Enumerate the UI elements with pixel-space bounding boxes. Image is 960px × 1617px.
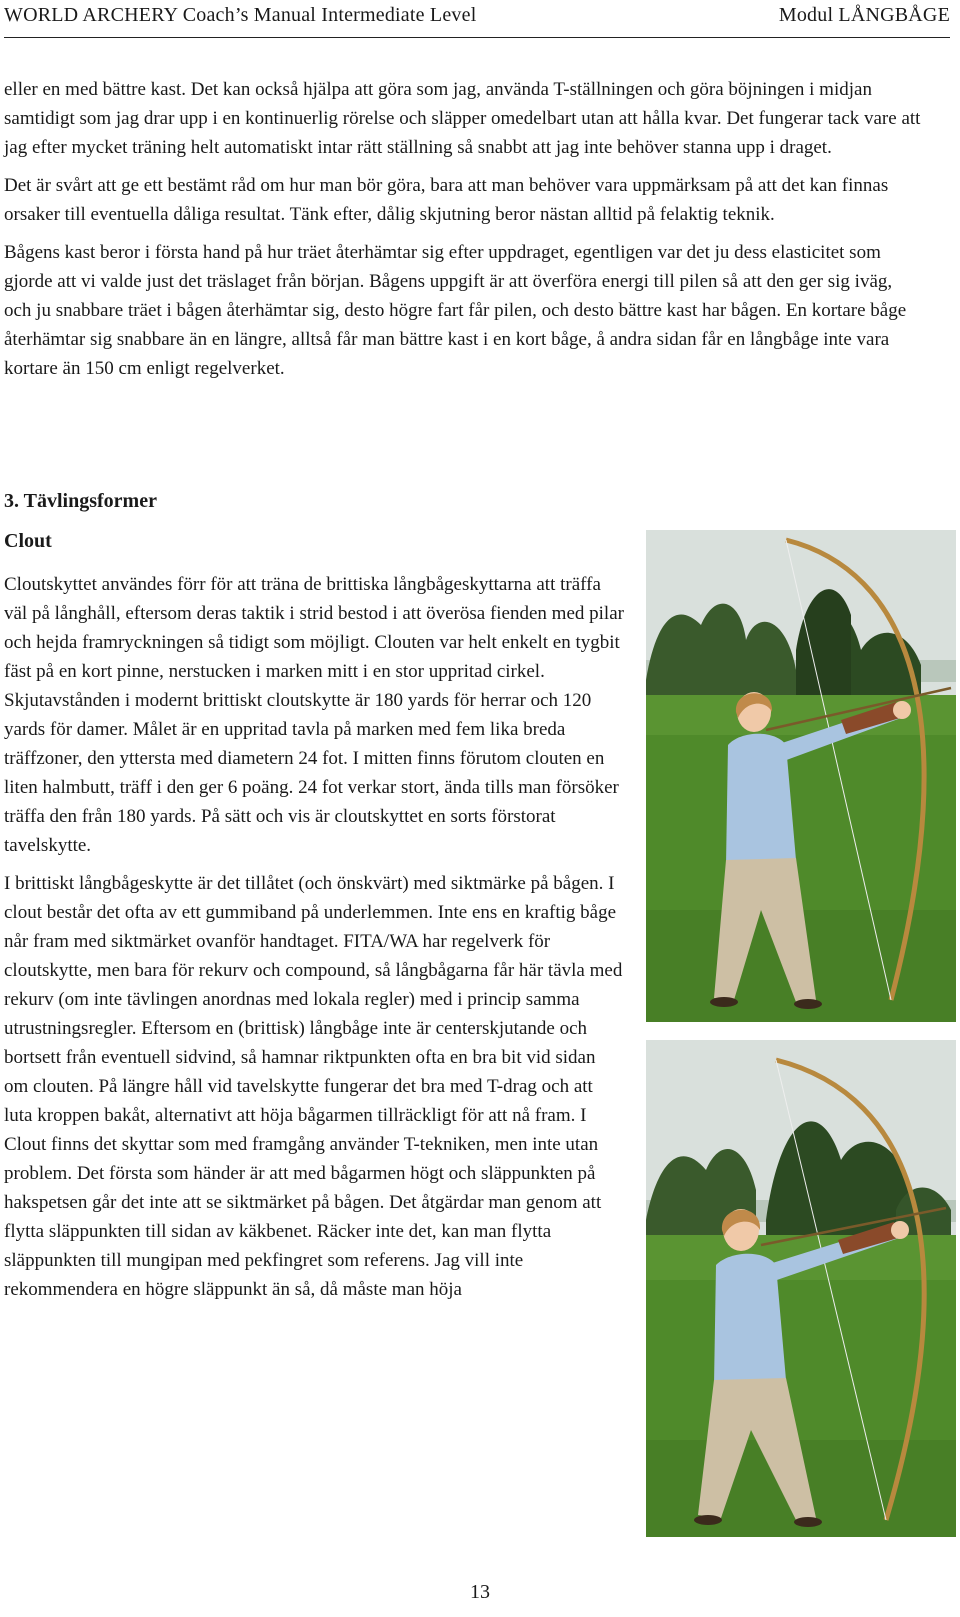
page-number: 13 [470,1581,490,1603]
subsection-heading: Clout [4,530,52,552]
clout-text-column [4,570,624,1313]
header-divider [4,37,950,38]
archer-photo-2 [646,1040,956,1537]
paragraph: eller en med bättre kast. Det kan också hjälpa att göra som jag, använda T-ställningen och göra böjningen i midjan samtidigt som jag drar upp i en kontinuerlig rörelse och släpper omedelbart utan att hålla kvar. Det fungerar tack vare att jag efter mycket träning helt automatiskt intar rätt ställning så snabbt att jag inte behöver stanna upp i draget. [4,79,921,158]
paragraph: Det är svårt att ge ett bestämt råd om hur man bör göra, bara att man behöver vara uppmärksam på att det kan finnas orsaker till eventuella dåliga resultat. Tänk efter, dålig skjutning beror nästan alltid på felaktig teknik. [4,175,889,225]
header-module: Modul LÅNGBÅGE [778,4,950,26]
archer-photo-1-image [646,530,956,1022]
paragraph: Bågens kast beror i första hand på hur träet återhämtar sig efter uppdraget, egentligen var det ju dess elasticitet som gjorde att vi valde just det träslaget från början. Bågens uppgift är att överföra energi till pilen så att den ger sig iväg, och ju snabbare träet i bågen återhämtar sig, desto högre fart får pilen, och desto bättre kast har bågen. En kortare båge återhämtar sig snabbare än en längre, alltså får man bättre kast i en kort båge, å andra sidan får en långbåge inte vara kortare än 150 cm enligt regelverket. [4,242,907,379]
header-title: WORLD ARCHERY Coach’s Manual Intermediate Level [4,4,477,26]
section-heading: 3. Tävlingsformer [4,490,157,512]
archer-photo-2-image [646,1040,956,1537]
archer-photo-1 [646,530,956,1022]
paragraph: Cloutskyttet användes förr för att träna de brittiska långbågeskyttarna att träffa väl på långhåll, eftersom deras taktik i strid bestod i att överösa fienden med pilar och hejda framryckningen så tidigt som möjligt. Clouten var helt enkelt en tygbit fäst på en kort pinne, nerstucken i marken mitt i en stor uppritad cirkel. Skjutavstånden i modernt brittiskt cloutskytte är 180 yards för herrar och 120 yards för damer. Målet är en uppritad tavla på marken med fem lika breda träffzoner, den yttersta med diametern 24 fot. I mitten finns förutom clouten en liten halmbutt, träff i den ger 6 poäng. 24 fot verkar stort, ända tills man försöker träffa den från 180 yards. På sätt och vis är cloutskyttet en sorts förstorat tavelskytte. [4,574,624,856]
paragraph: I brittiskt långbågeskytte är det tillåtet (och önskvärt) med siktmärke på bågen. I clout består det ofta av ett gummiband på underlemmen. Inte ens en kraftig båge når fram med siktmärket ovanför handtaget. FITA/WA har regelverk för cloutskytte, men bara för rekurv och compound, så långbågarna får här tävla med rekurv (om inte tävlingen anordnas med lokala regler) med i princip samma utrustningsregler. Eftersom en (brittisk) långbåge inte är centerskjutande och bortsett från eventuell sidvind, så hamnar riktpunkten ofta en bra bit vid sidan om clouten. På längre håll vid tavelskytte fungerar det bra med T-drag och att luta kroppen bakåt, alternativt att höja bågarmen tillräckligt för att nå fram. I Clout finns det skyttar som med framgång använder T-tekniken, men inte utan problem. Det första som händer är att med bågarmen högt och släppunkten på hakspetsen går det inte att se siktmärket på bågen. Det åtgärdar man genom att flytta släppunkten till sidan av käkbenet. Räcker inte det, kan man flytta släppunkten till mungipan med pekfingret som referens. Jag vill inte rekommendera en högre släppunkt än så, då måste man höja [4,873,623,1300]
page-header [4,4,950,34]
intro-text [4,75,924,392]
